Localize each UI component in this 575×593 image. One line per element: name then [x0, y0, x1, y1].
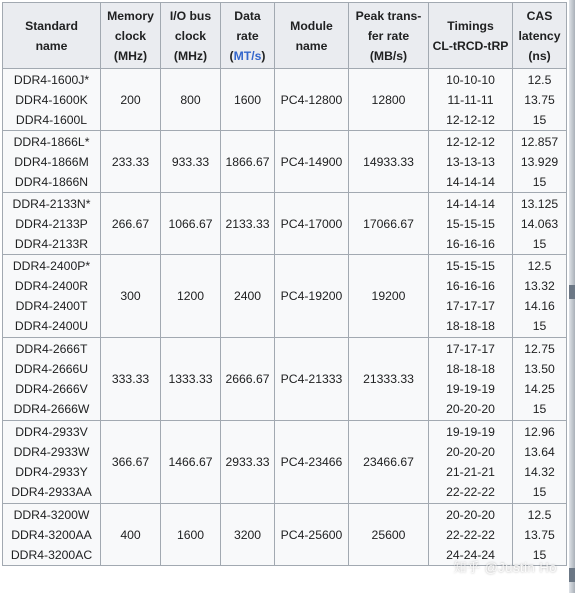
cell-peak-transfer-rate: 17066.67 [349, 193, 429, 255]
table-body [3, 69, 567, 566]
scroll-marker [569, 568, 575, 582]
cell-peak-transfer-rate: 14933.33 [349, 131, 429, 193]
cell-timings: 15-15-15 16-16-16 17-17-17 18-18-18 [429, 255, 513, 338]
cell-io-bus-clock: 1466.67 [161, 421, 221, 504]
cell-io-bus-clock: 800 [161, 69, 221, 131]
cell-cas-latency: 12.5 13.75 15 [513, 504, 567, 566]
table-row [3, 131, 567, 193]
cell-data-rate: 2400 [221, 255, 275, 338]
cell-cas-latency: 12.857 13.929 15 [513, 131, 567, 193]
cell-data-rate: 3200 [221, 504, 275, 566]
cell-io-bus-clock: 1333.33 [161, 338, 221, 421]
cell-cas-latency: 12.96 13.64 14.32 15 [513, 421, 567, 504]
cell-memory-clock: 366.67 [101, 421, 161, 504]
cell-timings: 20-20-20 22-22-22 24-24-24 [429, 504, 513, 566]
cell-timings: 10-10-10 11-11-11 12-12-12 [429, 69, 513, 131]
header-data-rate: Data rate (MT/s) [221, 3, 275, 69]
cell-data-rate: 1600 [221, 69, 275, 131]
cell-timings: 17-17-17 18-18-18 19-19-19 20-20-20 [429, 338, 513, 421]
cell-data-rate: 1866.67 [221, 131, 275, 193]
cell-module-name: PC4-12800 [275, 69, 349, 131]
table-row [3, 69, 567, 131]
cell-module-name: PC4-21333 [275, 338, 349, 421]
cell-peak-transfer-rate: 25600 [349, 504, 429, 566]
header-memory-clock: Memory clock (MHz) [101, 3, 161, 69]
table-header [3, 3, 567, 69]
cell-cas-latency: 12.5 13.32 14.16 15 [513, 255, 567, 338]
cell-data-rate: 2133.33 [221, 193, 275, 255]
cell-memory-clock: 333.33 [101, 338, 161, 421]
scroll-marker [569, 285, 575, 299]
cell-module-name: PC4-14900 [275, 131, 349, 193]
mt-s-link[interactable]: MT/s [233, 48, 262, 63]
header-standard-name: Standard name [3, 3, 101, 69]
header-module-name: Module name [275, 3, 349, 69]
data-rate-unit: (MT/s) [229, 48, 266, 63]
cell-io-bus-clock: 1600 [161, 504, 221, 566]
cell-cas-latency: 13.125 14.063 15 [513, 193, 567, 255]
cell-cas-latency: 12.75 13.50 14.25 15 [513, 338, 567, 421]
cell-standard-name: DDR4-2933V DDR4-2933W DDR4-2933Y DDR4-2933AA [3, 421, 101, 504]
cell-timings: 19-19-19 20-20-20 21-21-21 22-22-22 [429, 421, 513, 504]
cell-io-bus-clock: 1066.67 [161, 193, 221, 255]
cell-standard-name: DDR4-2666T DDR4-2666U DDR4-2666V DDR4-2666W [3, 338, 101, 421]
cell-io-bus-clock: 933.33 [161, 131, 221, 193]
cell-memory-clock: 233.33 [101, 131, 161, 193]
cell-standard-name: DDR4-2400P* DDR4-2400R DDR4-2400T DDR4-2400U [3, 255, 101, 338]
cell-io-bus-clock: 1200 [161, 255, 221, 338]
table-row [3, 255, 567, 338]
cell-module-name: PC4-25600 [275, 504, 349, 566]
cell-data-rate: 2933.33 [221, 421, 275, 504]
cell-peak-transfer-rate: 21333.33 [349, 338, 429, 421]
cell-memory-clock: 200 [101, 69, 161, 131]
table-row [3, 338, 567, 421]
cell-peak-transfer-rate: 19200 [349, 255, 429, 338]
cell-standard-name: DDR4-1866L* DDR4-1866M DDR4-1866N [3, 131, 101, 193]
cell-cas-latency: 12.5 13.75 15 [513, 69, 567, 131]
cell-module-name: PC4-19200 [275, 255, 349, 338]
cell-timings: 14-14-14 15-15-15 16-16-16 [429, 193, 513, 255]
ddr4-standards-table [2, 2, 567, 566]
watermark: 知乎 @Justin Ho [453, 560, 557, 575]
cell-timings: 12-12-12 13-13-13 14-14-14 [429, 131, 513, 193]
cell-module-name: PC4-23466 [275, 421, 349, 504]
cell-peak-transfer-rate: 23466.67 [349, 421, 429, 504]
cell-memory-clock: 400 [101, 504, 161, 566]
table-row [3, 193, 567, 255]
cell-module-name: PC4-17000 [275, 193, 349, 255]
cell-standard-name: DDR4-3200W DDR4-3200AA DDR4-3200AC [3, 504, 101, 566]
cell-data-rate: 2666.67 [221, 338, 275, 421]
cell-standard-name: DDR4-2133N* DDR4-2133P DDR4-2133R [3, 193, 101, 255]
table-row [3, 421, 567, 504]
header-cas-latency: CAS latency (ns) [513, 3, 567, 69]
cell-memory-clock: 300 [101, 255, 161, 338]
header-peak-transfer-rate: Peak trans- fer rate (MB/s) [349, 3, 429, 69]
cell-peak-transfer-rate: 12800 [349, 69, 429, 131]
cell-memory-clock: 266.67 [101, 193, 161, 255]
header-timings: Timings CL-tRCD-tRP [429, 3, 513, 69]
cell-standard-name: DDR4-1600J* DDR4-1600K DDR4-1600L [3, 69, 101, 131]
header-io-bus-clock: I/O bus clock (MHz) [161, 3, 221, 69]
